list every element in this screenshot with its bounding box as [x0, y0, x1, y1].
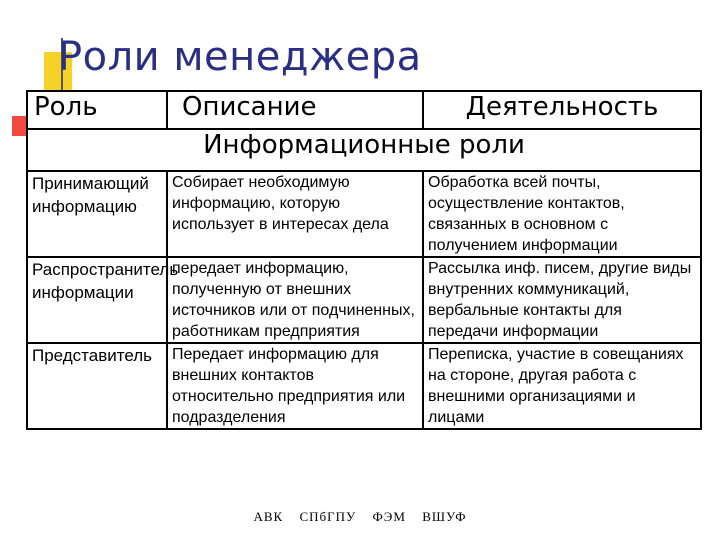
header-role: Роль — [27, 91, 167, 129]
footer-item: СПбГПУ — [299, 509, 357, 524]
table-header-row — [27, 91, 701, 129]
description-cell: передает информацию, полученную от внешних источников или от подчиненных, работникам предприятия — [167, 257, 423, 343]
footer-item: АВК — [253, 509, 284, 524]
description-cell: Собирает необходимую информацию, которую использует в интересах дела — [167, 171, 423, 257]
activity-cell: Переписка, участие в совещаниях на стороне, другая работа с внешними организациями и лицами — [423, 343, 701, 429]
header-activity: Деятельность — [423, 91, 701, 129]
slide-title: Роли менеджера — [58, 34, 422, 80]
description-cell: Передает информацию для внешних контактов относительно предприятия или подразделения — [167, 343, 423, 429]
footer-item: ВШУФ — [422, 509, 467, 524]
table-row — [27, 257, 701, 343]
activity-cell: Обработка всей почты, осуществление контактов, связанных в основном с получением информации — [423, 171, 701, 257]
role-cell: Представитель — [27, 343, 167, 429]
table-row — [27, 171, 701, 257]
roles-table — [26, 90, 702, 430]
activity-cell: Рассылка инф. писем, другие виды внутренних коммуникаций, вербальные контакты для передачи информации — [423, 257, 701, 343]
section-title: Информационные роли — [27, 129, 701, 171]
role-cell: Распространитель информации — [27, 257, 167, 343]
table-row — [27, 343, 701, 429]
footer-item: ФЭМ — [372, 509, 406, 524]
section-row — [27, 129, 701, 171]
header-description: Описание — [167, 91, 423, 129]
role-cell: Принимающий информацию — [27, 171, 167, 257]
footer — [0, 509, 720, 525]
